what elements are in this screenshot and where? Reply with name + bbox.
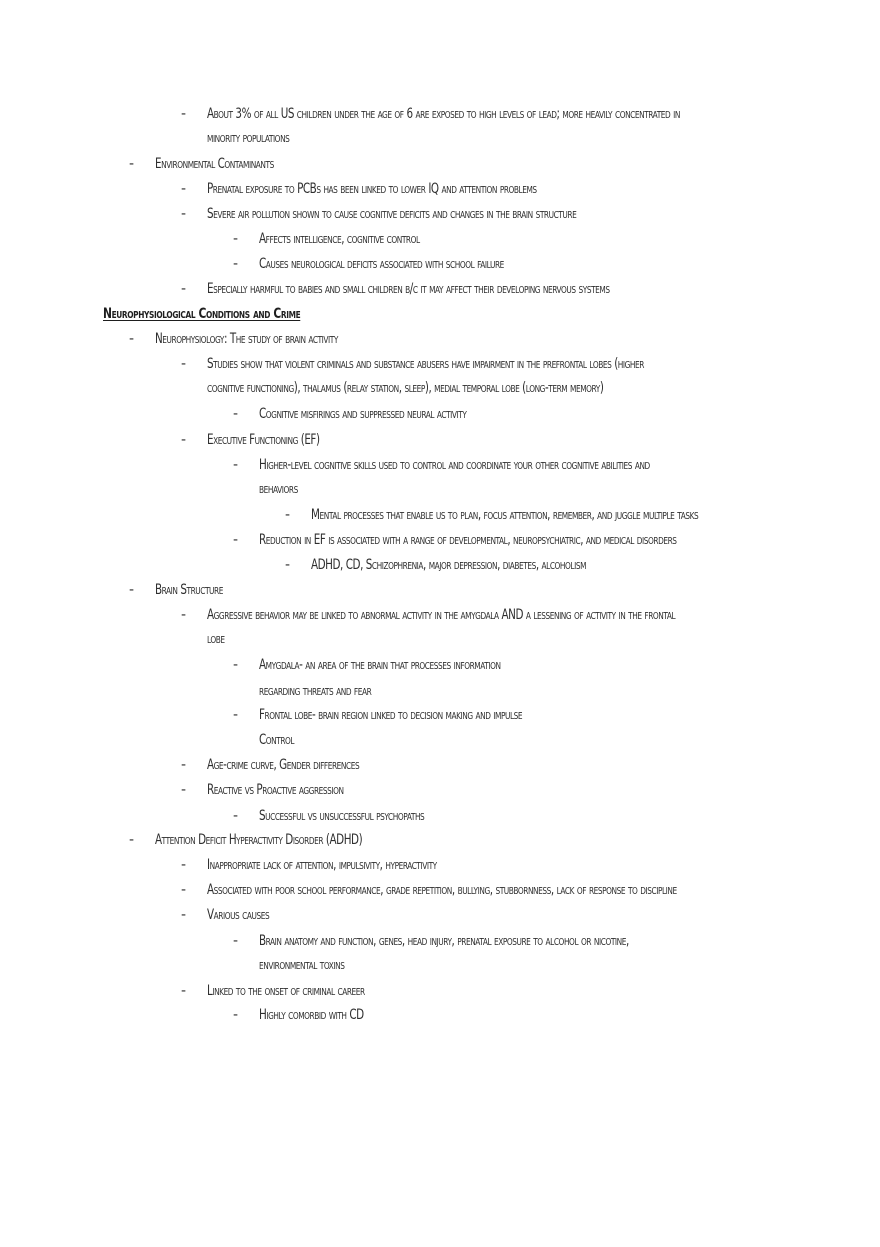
note-line: Inappropriate lack of attention, impulsivity, hyperactivity [207, 857, 437, 873]
section-heading: Neurophysiological Conditions and Crime [103, 306, 301, 322]
bullet-dash: - [285, 507, 291, 523]
note-line: ADHD, CD, Schizophrenia, major depression, diabetes, alcoholism [311, 557, 587, 573]
note-line: Attention Deficit Hyperactivity Disorder (ADHD) [155, 832, 363, 848]
note-line: Executive Functioning (EF) [207, 432, 320, 448]
bullet-dash: - [181, 983, 187, 999]
note-line: Successful vs unsuccessful psychopaths [259, 808, 425, 824]
note-line: Associated with poor school performance, grade repetition, bullying, stubbornness, lack of response to discipline [207, 882, 677, 898]
bullet-dash: - [233, 532, 239, 548]
bullet-dash: - [181, 432, 187, 448]
bullet-dash: - [181, 907, 187, 923]
note-line: Amygdala- an area of the brain that processes information [259, 657, 501, 673]
bullet-dash: - [233, 933, 239, 949]
bullet-dash: - [233, 1007, 239, 1023]
bullet-dash: - [181, 281, 187, 297]
note-line: Cognitive misfirings and suppressed neural activity [259, 406, 467, 422]
note-line: minority populations [207, 130, 290, 146]
note-line: Frontal lobe- brain region linked to decision making and impulse [259, 707, 523, 723]
bullet-dash: - [233, 406, 239, 422]
note-line: Higher-level cognitive skills used to control and coordinate your other cognitive abilities and [259, 457, 650, 473]
bullet-dash: - [129, 331, 135, 347]
bullet-dash: - [129, 582, 135, 598]
note-line: Linked to the onset of criminal career [207, 983, 365, 999]
bullet-dash: - [233, 657, 239, 673]
bullet-dash: - [233, 256, 239, 272]
bullet-dash: - [285, 557, 291, 573]
bullet-dash: - [233, 808, 239, 824]
note-line: Age-crime curve, Gender differences [207, 757, 360, 773]
bullet-dash: - [233, 707, 239, 723]
bullet-dash: - [233, 457, 239, 473]
bullet-dash: - [181, 757, 187, 773]
bullet-dash: - [129, 156, 135, 172]
note-line: Various causes [207, 907, 270, 923]
bullet-dash: - [181, 607, 187, 623]
note-line: Neurophysiology: The study of brain activity [155, 331, 338, 347]
note-line: cognitive functioning), thalamus (relay station, sleep), medial temporal lobe (long-term memory) [207, 380, 604, 396]
note-line: Control [259, 732, 295, 748]
note-line: Especially harmful to babies and small children b/c it may affect their developing nervous systems [207, 281, 610, 297]
note-line: Severe air pollution shown to cause cognitive deficits and changes in the brain structure [207, 206, 577, 222]
note-line: regarding threats and fear [259, 683, 372, 699]
note-line: Studies show that violent criminals and substance abusers have impairment in the prefrontal lobes (higher [207, 356, 644, 372]
note-line: Highly comorbid with CD [259, 1007, 364, 1023]
note-line: About 3% of all US children under the age of 6 are exposed to high levels of lead; more heavily concentrated in [207, 106, 680, 122]
note-line: Reactive vs Proactive aggression [207, 782, 344, 798]
note-line: Affects intelligence, cognitive control [259, 231, 420, 247]
bullet-dash: - [181, 857, 187, 873]
note-line: Brain anatomy and function, genes, head injury, prenatal exposure to alcohol or nicotine, [259, 933, 629, 949]
bullet-dash: - [129, 832, 135, 848]
note-line: Aggressive behavior may be linked to abnormal activity in the amygdala AND a lessening of activity in the frontal [207, 607, 676, 623]
note-line: lobe [207, 631, 225, 647]
bullet-dash: - [181, 206, 187, 222]
bullet-dash: - [181, 882, 187, 898]
note-line: Environmental Contaminants [155, 156, 274, 172]
note-line: Brain Structure [155, 582, 223, 598]
bullet-dash: - [233, 231, 239, 247]
note-line: Mental processes that enable us to plan, focus attention, remember, and juggle multiple tasks [311, 507, 699, 523]
bullet-dash: - [181, 181, 187, 197]
note-line: Reduction in EF is associated with a range of developmental, neuropsychiatric, and medical disorders [259, 532, 677, 548]
note-line: Causes neurological deficits associated with school failure [259, 256, 504, 272]
note-line: Prenatal exposure to PCBs has been linked to lower IQ and attention problems [207, 181, 537, 197]
bullet-dash: - [181, 782, 187, 798]
bullet-dash: - [181, 106, 187, 122]
note-line: behaviors [259, 481, 298, 497]
bullet-dash: - [181, 356, 187, 372]
note-line: environmental toxins [259, 957, 345, 973]
